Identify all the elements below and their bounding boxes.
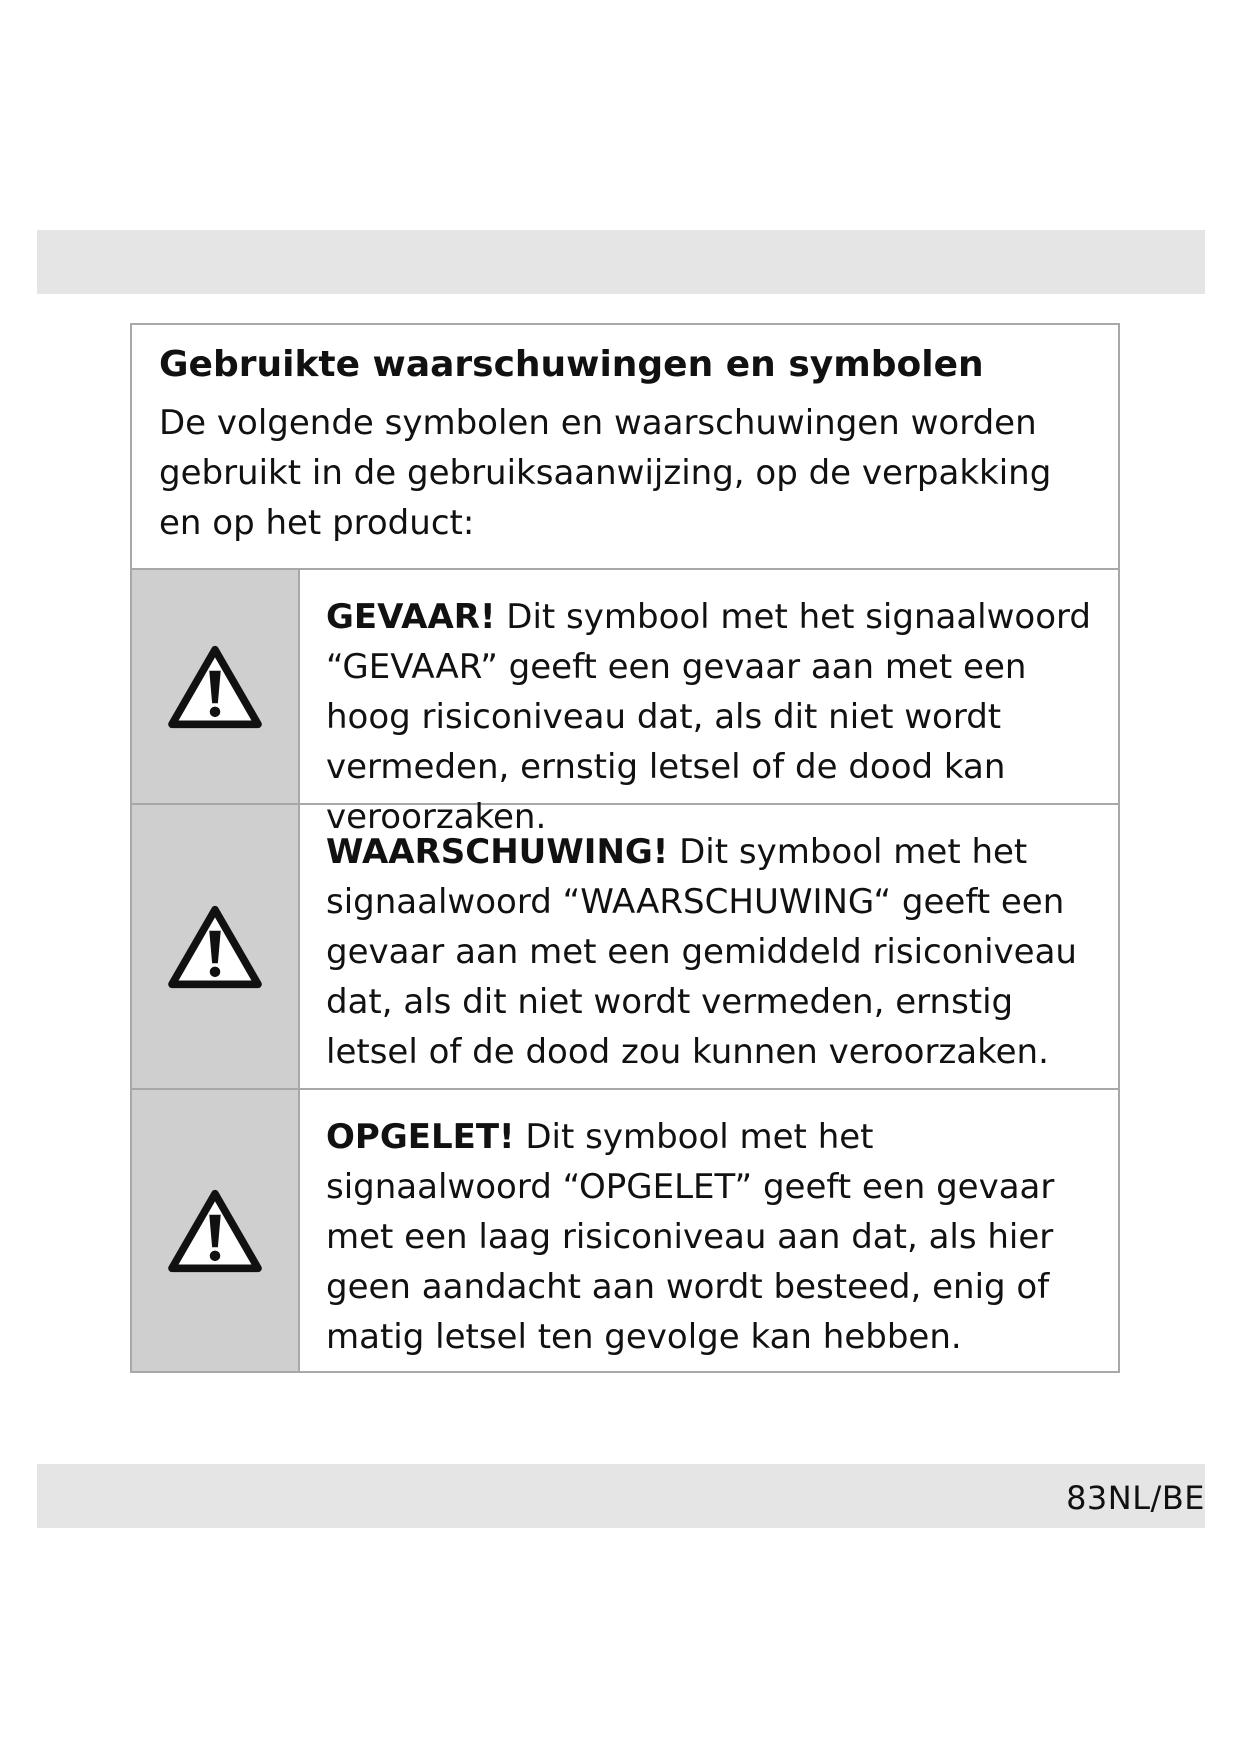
warning-triangle-icon [167, 644, 263, 730]
footer-band [37, 1464, 1205, 1528]
icon-cell [132, 570, 300, 803]
warnings-table [130, 323, 1120, 1373]
warning-description: Dit symbool met het signaalwoord “GEVAAR” geeft een gevaar aan met een hoog risiconiveau dat, als dit niet wordt vermeden, ernstig letsel of de dood kan veroorzaken. [326, 597, 1091, 837]
warning-text [300, 805, 1118, 1088]
warning-triangle-icon [167, 904, 263, 990]
warning-description: Dit symbool met het signaalwoord “WAARSCHUWING“ geeft een gevaar aan met een gemiddeld risiconiveau dat, als dit niet wordt vermeden, ernstig letsel of de dood zou kunnen veroorzaken. [326, 832, 1077, 1072]
signal-word: WAARSCHUWING! [326, 832, 669, 872]
warning-description: Dit symbool met het signaalwoord “OPGELET” geeft een gevaar met een laag risiconiveau aan dat, als hier geen aandacht aan wordt besteed, enig of matig letsel ten gevolge kan hebben. [326, 1117, 1055, 1357]
top-band [37, 230, 1205, 294]
section-intro: De volgende symbolen en waarschuwingen worden gebruikt in de gebruiksaanwijzing, op de verpakking en op het product: [159, 403, 1052, 544]
signal-word: GEVAAR! [326, 597, 496, 637]
signal-word: OPGELET! [326, 1117, 515, 1157]
warning-row-caution [132, 1090, 1118, 1371]
page-number: 83NL/BE [1066, 1479, 1205, 1517]
icon-cell [132, 1090, 300, 1371]
table-header [132, 325, 1118, 570]
section-title: Gebruikte waarschuwingen en symbolen [159, 344, 984, 385]
warning-triangle-icon [167, 1188, 263, 1274]
warning-row-warning [132, 805, 1118, 1090]
icon-cell [132, 805, 300, 1088]
warning-row-danger [132, 570, 1118, 837]
warning-text [300, 570, 1118, 837]
warning-text [300, 1090, 1118, 1371]
